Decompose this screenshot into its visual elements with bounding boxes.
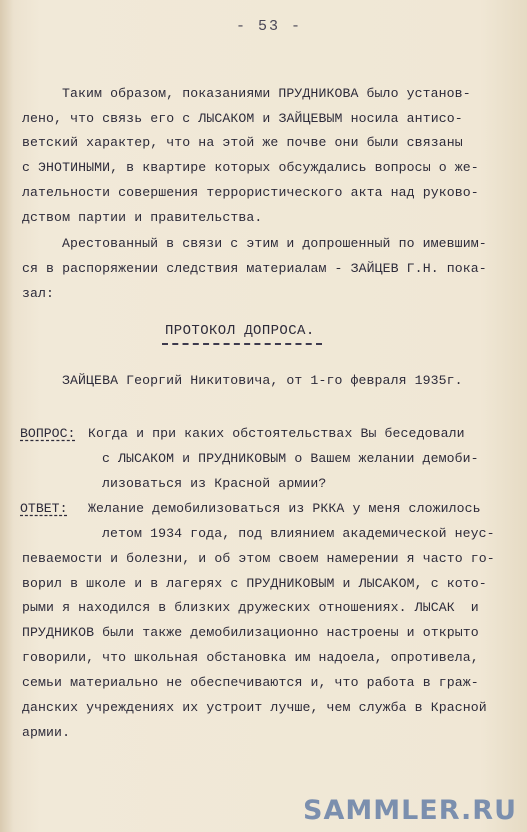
text-line: зал:: [22, 286, 55, 301]
text-line: Когда и при каких обстоятельствах Вы беседовали: [88, 426, 465, 441]
text-line: Желание демобилизоваться из РККА у меня сложилось: [88, 501, 481, 516]
text-line: говорили, что школьная обстановка им надоела, опротивела,: [22, 650, 479, 665]
text-line: ветский характер, что на этой же почве они были связаны: [22, 135, 463, 150]
text-line: рыми я находился в близких дружеских отношениях. ЛЫСАК и: [22, 600, 479, 615]
watermark-logo: SAMMLER.RU: [303, 795, 517, 826]
text-line: армии.: [22, 725, 71, 740]
text-line: дством партии и правительства.: [22, 210, 263, 225]
text-line: семьи материально не обеспечиваются и, что работа в граж-: [22, 675, 479, 690]
text-line: лизоваться из Красной армии?: [102, 476, 327, 491]
answer-label: ОТВЕТ:: [20, 501, 68, 516]
text-line: Таким образом, показаниями ПРУДНИКОВА было установ-: [62, 86, 471, 101]
text-line: ся в распоряжении следствия материалам - ЗАЙЦЕВ Г.Н. пока-: [22, 261, 487, 276]
heading-underline: [162, 343, 322, 347]
text-line: с ЛЫСАКОМ и ПРУДНИКОВЫМ о Вашем желании демоби-: [102, 451, 479, 466]
text-line: лено, что связь его с ЛЫСАКОМ и ЗАЙЦЕВЫМ носила антисо-: [22, 111, 463, 126]
question-label: ВОПРОС:: [20, 426, 76, 441]
page-number: - 53 -: [236, 18, 303, 35]
text-line: летом 1934 года, под влиянием академической неус-: [102, 526, 495, 541]
interrogation-subject: ЗАЙЦЕВА Георгий Никитовича, от 1-го февраля 1935г.: [62, 373, 463, 388]
text-line: данских учреждениях их устроит лучше, чем служба в Красной: [22, 700, 487, 715]
text-line: Арестованный в связи с этим и допрошенный по имевшим-: [62, 236, 487, 251]
text-line: ворил в школе и в лагерях с ПРУДНИКОВЫМ и ЛЫСАКОМ, с кото-: [22, 576, 487, 591]
text-line: лательности совершения террористического акта над руково-: [22, 185, 479, 200]
text-line: певаемости и болезни, и об этом своем намерении я часто го-: [22, 551, 495, 566]
protocol-heading: ПРОТОКОЛ ДОПРОСА.: [165, 323, 315, 339]
text-line: ПРУДНИКОВ были также демобилизационно настроены и открыто: [22, 625, 479, 640]
text-line: с ЭНОТИНЫМИ, в квартире которых обсуждались вопросы о же-: [22, 160, 479, 175]
